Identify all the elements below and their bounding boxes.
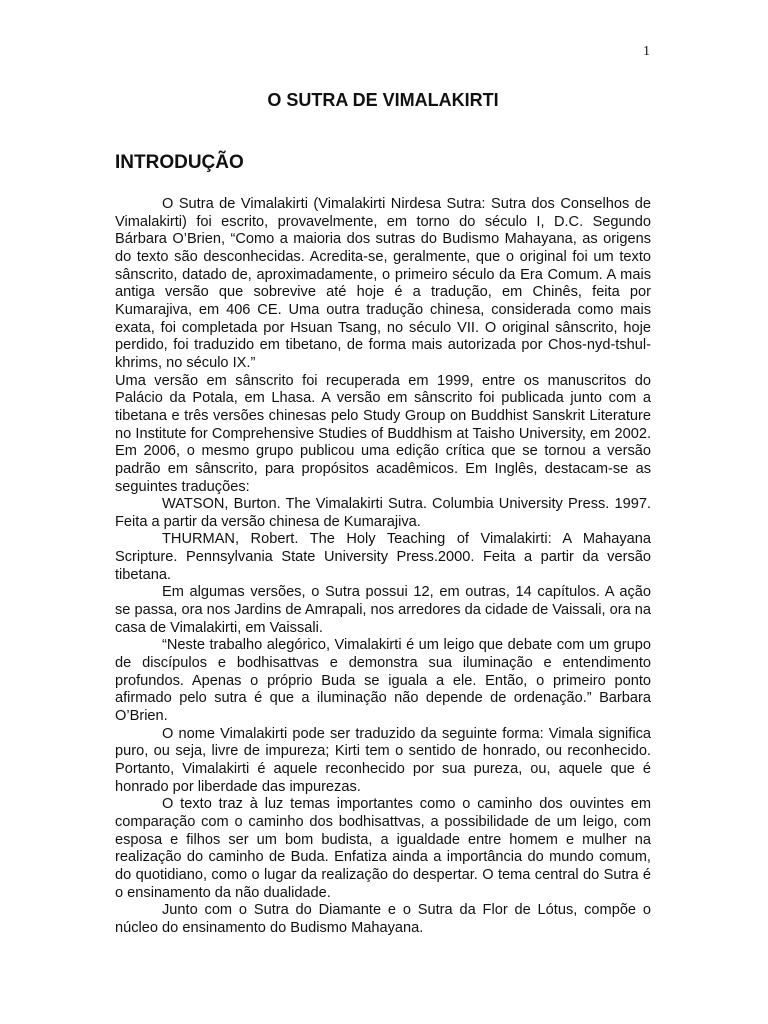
section-heading: INTRODUÇÃO	[115, 152, 244, 173]
reference-thurman: THURMAN, Robert. The Holy Teaching of Vimalakirti: A Mahayana Scripture. Pennsylvania State University Press.2000. Feita a partir da versão tibetana.	[115, 531, 651, 583]
paragraph-chapters: Em algumas versões, o Sutra possui 12, em outras, 14 capítulos. A ação se passa, ora nos Jardins de Amrapali, nos arredores da cidade de Vaissali, ora na casa de Vimalakirti, em Vaissali.	[115, 584, 651, 636]
document-title: O SUTRA DE VIMALAKIRTI	[267, 90, 499, 110]
reference-watson: WATSON, Burton. The Vimalakirti Sutra. Columbia University Press. 1997. Feita a partir da versão chinesa de Kumarajiva.	[115, 496, 651, 530]
paragraph-intro: O Sutra de Vimalakirti (Vimalakirti Nirdesa Sutra: Sutra dos Conselhos de Vimalakirti) foi escrito, provavelmente, em torno do século I, D.C. Segundo Bárbara O’Brien, “Como a maioria dos sutras do Budismo Mahayana, as origens do texto são desconhecidas. Acredita-se, geralmente, que o original foi um texto sânscrito, datado de, aproximadamente, o primeiro século da Era Comum. A mais antiga versão que sobrevive até hoje é a tradução, em Chinês, feita por Kumarajiva, em 406 CE. Uma outra tradução chinesa, considerada como mais exata, foi completada por Hsuan Tsang, no século VII. O original sânscrito, hoje perdido, foi traduzido em tibetano, de forma mais autorizada por Chos-nyd-tshul-khrims, no século IX.”	[115, 196, 651, 371]
paragraph-sanskrit-version: Uma versão em sânscrito foi recuperada em 1999, entre os manuscritos do Palácio da Potala, em Lhasa. A versão em sânscrito foi publicada junto com a tibetana e três versões chinesas pelo Study Group on Buddhist Sanskrit Literature no Institute for Comprehensive Studies of Buddhism at Taisho University, em 2002. Em 2006, o mesmo grupo publicou uma edição crítica que se tornou a versão padrão em sânscrito, para propósitos acadêmicos. Em Inglês, destacam-se as seguintes traduções:	[115, 372, 651, 495]
paragraph-conclusion: Junto com o Sutra do Diamante e o Sutra da Flor de Lótus, compõe o núcleo do ensinamento do Budismo Mahayana.	[115, 902, 651, 936]
paragraph-name-meaning: O nome Vimalakirti pode ser traduzido da seguinte forma: Vimala significa puro, ou seja, livre de impureza; Kirti tem o sentido de honrado, ou reconhecido. Portanto, Vimalakirti é aquele reconhecido por sua pureza, ou, aquele que é honrado por liberdade das impurezas.	[115, 725, 651, 795]
body-text	[115, 196, 651, 938]
page-number: 1	[643, 44, 650, 59]
paragraph-themes: O texto traz à luz temas importantes como o caminho dos ouvintes em comparação com o caminho dos bodhisattvas, a possibilidade de um leigo, com esposa e filhos ser um bom budista, a igualdade entre homem e mulher na realização do caminho de Buda. Enfatiza ainda a importância do mundo comum, do quotidiano, como o lugar da realização do despertar. O tema central do Sutra é o ensinamento da não dualidade.	[115, 796, 651, 901]
paragraph-quote: “Neste trabalho alegórico, Vimalakirti é um leigo que debate com um grupo de discípulos e bodhisattvas e demonstra sua iluminação e entendimento profundos. Apenas o próprio Buda se iguala a ele. Então, o primeiro ponto afirmado pelo sutra é que a iluminação não depende de ordenação.” Barbara O’Brien.	[115, 637, 651, 725]
